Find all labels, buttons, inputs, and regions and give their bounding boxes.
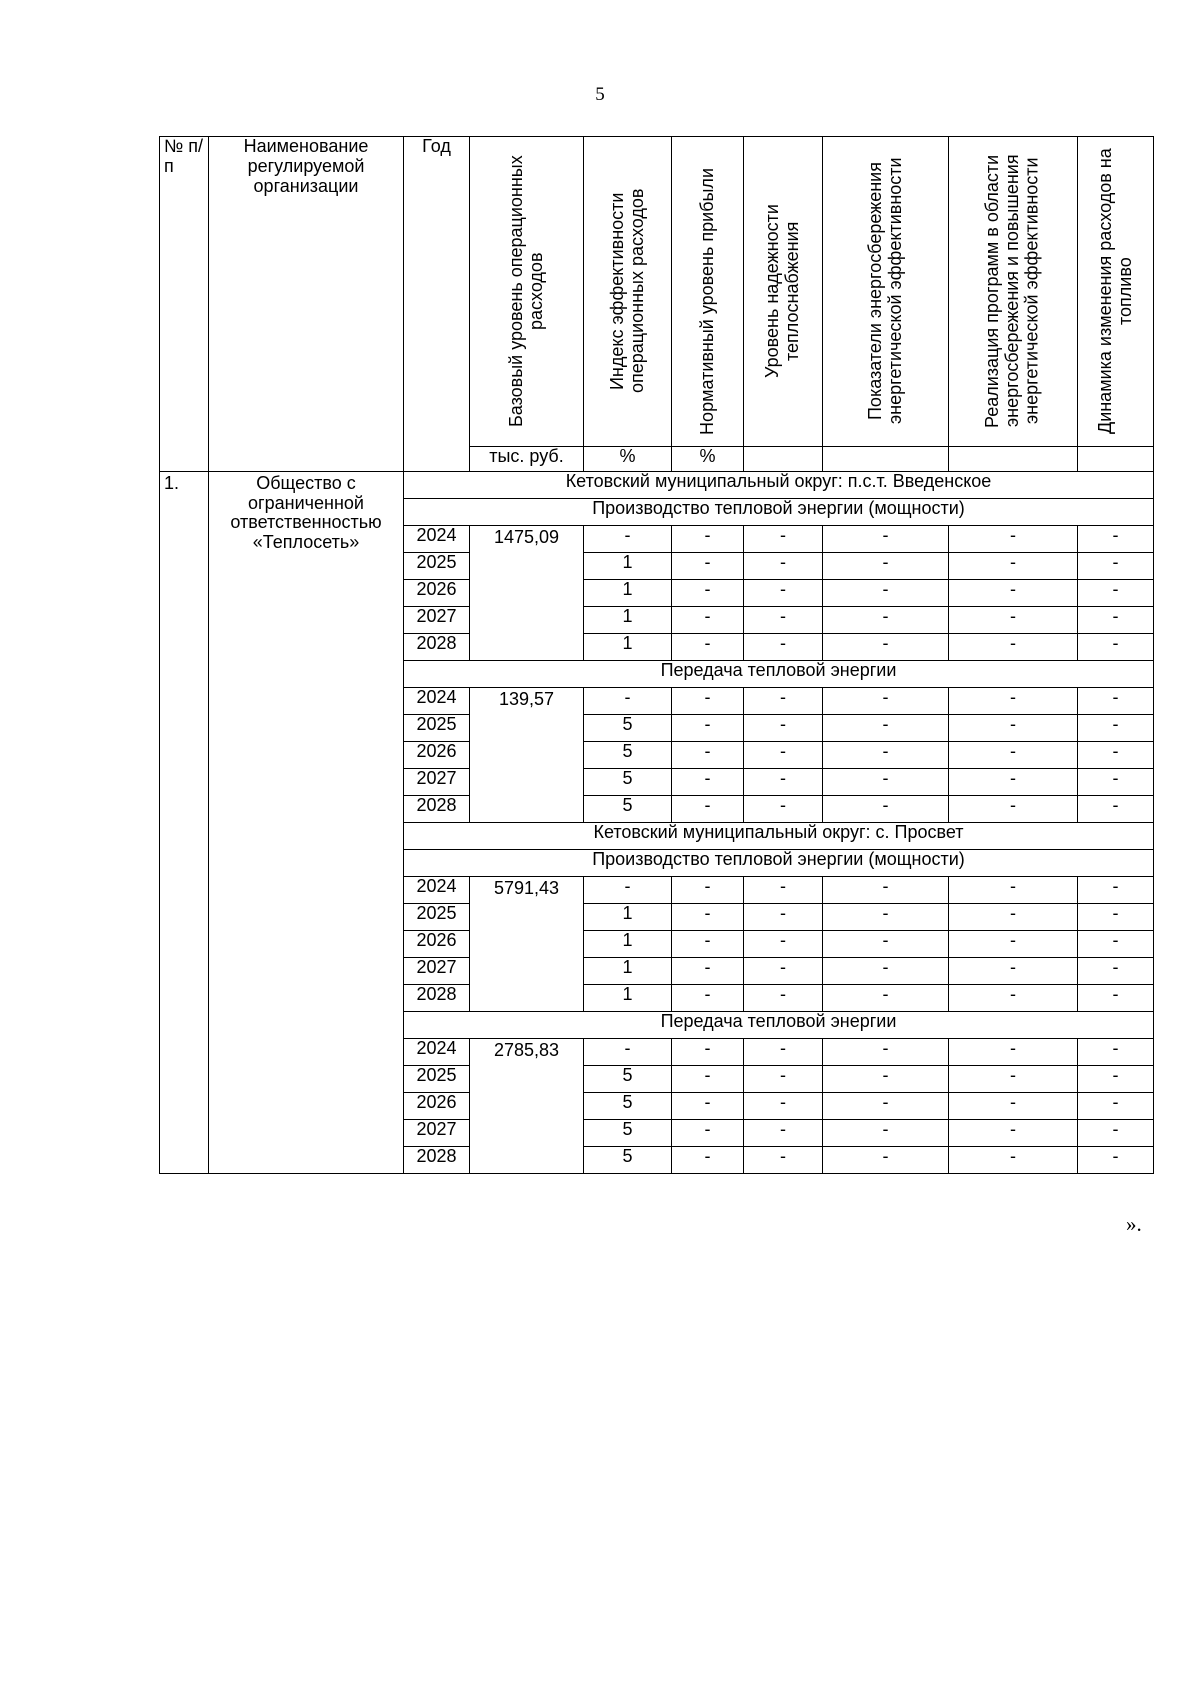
- value-cell: -: [672, 687, 744, 714]
- value-cell: -: [744, 633, 823, 660]
- year-cell: 2024: [404, 687, 470, 714]
- value-cell: -: [949, 1038, 1078, 1065]
- value-cell: 5: [584, 1065, 672, 1092]
- value-cell: -: [823, 579, 949, 606]
- value-cell: -: [744, 1065, 823, 1092]
- unit-empty: [949, 446, 1078, 471]
- value-cell: -: [949, 930, 1078, 957]
- value-cell: 1: [584, 903, 672, 930]
- unit-empty: [1078, 446, 1154, 471]
- value-cell: -: [672, 1065, 744, 1092]
- value-cell: 1: [584, 606, 672, 633]
- value-cell: -: [672, 579, 744, 606]
- value-cell: -: [823, 984, 949, 1011]
- value-cell: -: [744, 552, 823, 579]
- value-cell: 5: [584, 714, 672, 741]
- base-opex-cell: 5791,43: [470, 876, 584, 1011]
- value-cell: -: [823, 687, 949, 714]
- value-cell: -: [1078, 606, 1154, 633]
- year-cell: 2024: [404, 1038, 470, 1065]
- value-cell: -: [1078, 876, 1154, 903]
- value-cell: 5: [584, 1146, 672, 1173]
- year-cell: 2026: [404, 930, 470, 957]
- value-cell: -: [823, 525, 949, 552]
- value-cell: -: [584, 876, 672, 903]
- header-programs-cell: [949, 137, 1078, 447]
- value-cell: -: [672, 903, 744, 930]
- unit-index: %: [584, 446, 672, 471]
- value-cell: -: [823, 903, 949, 930]
- value-cell: -: [949, 984, 1078, 1011]
- value-cell: -: [823, 741, 949, 768]
- year-cell: 2027: [404, 768, 470, 795]
- value-cell: -: [1078, 1038, 1154, 1065]
- value-cell: -: [584, 1038, 672, 1065]
- header-num: № п/п: [160, 137, 209, 472]
- year-cell: 2025: [404, 1065, 470, 1092]
- value-cell: 1: [584, 984, 672, 1011]
- value-cell: 5: [584, 1119, 672, 1146]
- unit-profit: %: [672, 446, 744, 471]
- year-cell: 2027: [404, 1119, 470, 1146]
- section-title: Кетовский муниципальный округ: с. Просвет: [404, 822, 1154, 849]
- value-cell: -: [823, 795, 949, 822]
- value-cell: -: [672, 957, 744, 984]
- year-cell: 2025: [404, 903, 470, 930]
- subsection-title: Производство тепловой энергии (мощности): [404, 849, 1154, 876]
- value-cell: -: [584, 525, 672, 552]
- value-cell: -: [744, 741, 823, 768]
- value-cell: 5: [584, 1092, 672, 1119]
- header-profit-cell: [672, 137, 744, 447]
- organization-name: Общество с ограниченной ответственностью «Теплосеть»: [209, 471, 404, 1173]
- value-cell: -: [744, 795, 823, 822]
- value-cell: -: [1078, 525, 1154, 552]
- year-cell: 2028: [404, 633, 470, 660]
- value-cell: -: [1078, 795, 1154, 822]
- section-row: [160, 471, 1154, 498]
- value-cell: -: [1078, 552, 1154, 579]
- value-cell: -: [672, 876, 744, 903]
- value-cell: -: [744, 984, 823, 1011]
- value-cell: -: [949, 903, 1078, 930]
- value-cell: -: [949, 768, 1078, 795]
- page-number: 5: [595, 84, 605, 105]
- value-cell: -: [744, 579, 823, 606]
- regulation-table: [159, 136, 1154, 1174]
- value-cell: -: [744, 957, 823, 984]
- value-cell: -: [672, 795, 744, 822]
- value-cell: -: [744, 606, 823, 633]
- value-cell: 1: [584, 579, 672, 606]
- unit-base: тыс. руб.: [470, 446, 584, 471]
- value-cell: 1: [584, 957, 672, 984]
- year-cell: 2026: [404, 741, 470, 768]
- value-cell: -: [823, 552, 949, 579]
- value-cell: -: [744, 1119, 823, 1146]
- header-programs: Реализация программ в области энергосбережения и повышения энергетической эффективности: [982, 154, 1042, 428]
- value-cell: -: [1078, 633, 1154, 660]
- year-cell: 2028: [404, 1146, 470, 1173]
- value-cell: -: [949, 795, 1078, 822]
- header-reliability-cell: [744, 137, 823, 447]
- value-cell: -: [949, 1065, 1078, 1092]
- value-cell: -: [1078, 768, 1154, 795]
- value-cell: -: [823, 1092, 949, 1119]
- value-cell: -: [949, 633, 1078, 660]
- header-year: Год: [404, 137, 470, 472]
- value-cell: -: [1078, 930, 1154, 957]
- value-cell: -: [672, 741, 744, 768]
- header-base: Базовый уровень операционных расходов: [505, 155, 546, 427]
- value-cell: -: [949, 687, 1078, 714]
- value-cell: -: [744, 876, 823, 903]
- year-cell: 2024: [404, 876, 470, 903]
- subsection-title: Передача тепловой энергии: [404, 1011, 1154, 1038]
- value-cell: -: [949, 525, 1078, 552]
- value-cell: -: [823, 1146, 949, 1173]
- section-title: Кетовский муниципальный округ: п.с.т. Введенское: [404, 471, 1154, 498]
- header-index-cell: [584, 137, 672, 447]
- header-profit: Нормативный уровень прибыли: [696, 168, 717, 435]
- base-opex-cell: 139,57: [470, 687, 584, 822]
- value-cell: -: [949, 1119, 1078, 1146]
- value-cell: -: [744, 1038, 823, 1065]
- value-cell: -: [672, 633, 744, 660]
- value-cell: -: [823, 633, 949, 660]
- unit-empty: [823, 446, 949, 471]
- value-cell: -: [949, 741, 1078, 768]
- value-cell: -: [823, 714, 949, 741]
- value-cell: -: [672, 984, 744, 1011]
- value-cell: 5: [584, 741, 672, 768]
- value-cell: -: [672, 768, 744, 795]
- value-cell: -: [949, 1092, 1078, 1119]
- subsection-title: Производство тепловой энергии (мощности): [404, 498, 1154, 525]
- base-opex-cell: 2785,83: [470, 1038, 584, 1173]
- header-fuel-cell: [1078, 137, 1154, 447]
- value-cell: -: [672, 606, 744, 633]
- header-base-cell: [470, 137, 584, 447]
- year-cell: 2025: [404, 552, 470, 579]
- value-cell: -: [949, 876, 1078, 903]
- value-cell: -: [949, 957, 1078, 984]
- value-cell: -: [949, 714, 1078, 741]
- closing-quote: ».: [1126, 1212, 1142, 1236]
- value-cell: 5: [584, 795, 672, 822]
- value-cell: -: [672, 1119, 744, 1146]
- year-cell: 2028: [404, 795, 470, 822]
- header-index: Индекс эффективности операционных расходов: [606, 188, 647, 394]
- value-cell: 1: [584, 633, 672, 660]
- value-cell: -: [1078, 579, 1154, 606]
- value-cell: -: [584, 687, 672, 714]
- header-org: Наименование регулируемой организации: [209, 137, 404, 472]
- value-cell: -: [744, 1092, 823, 1119]
- row-number: 1.: [160, 471, 209, 1173]
- value-cell: -: [672, 714, 744, 741]
- value-cell: 5: [584, 768, 672, 795]
- value-cell: -: [672, 930, 744, 957]
- value-cell: -: [672, 1092, 744, 1119]
- header-energy-cell: [823, 137, 949, 447]
- value-cell: -: [1078, 1119, 1154, 1146]
- value-cell: -: [672, 552, 744, 579]
- value-cell: -: [823, 768, 949, 795]
- value-cell: -: [1078, 714, 1154, 741]
- value-cell: -: [744, 714, 823, 741]
- value-cell: -: [1078, 687, 1154, 714]
- value-cell: -: [823, 1119, 949, 1146]
- value-cell: -: [1078, 1092, 1154, 1119]
- value-cell: -: [672, 1038, 744, 1065]
- header-row: [160, 137, 1154, 447]
- subsection-title: Передача тепловой энергии: [404, 660, 1154, 687]
- year-cell: 2024: [404, 525, 470, 552]
- value-cell: -: [744, 1146, 823, 1173]
- value-cell: -: [823, 957, 949, 984]
- value-cell: -: [744, 768, 823, 795]
- unit-empty: [744, 446, 823, 471]
- value-cell: -: [823, 1038, 949, 1065]
- value-cell: -: [672, 525, 744, 552]
- value-cell: -: [744, 525, 823, 552]
- value-cell: -: [949, 579, 1078, 606]
- year-cell: 2027: [404, 957, 470, 984]
- year-cell: 2025: [404, 714, 470, 741]
- value-cell: -: [1078, 957, 1154, 984]
- value-cell: -: [1078, 903, 1154, 930]
- value-cell: -: [672, 1146, 744, 1173]
- value-cell: -: [1078, 1146, 1154, 1173]
- value-cell: -: [949, 1146, 1078, 1173]
- value-cell: -: [949, 552, 1078, 579]
- value-cell: -: [1078, 1065, 1154, 1092]
- value-cell: -: [744, 930, 823, 957]
- value-cell: -: [1078, 741, 1154, 768]
- year-cell: 2027: [404, 606, 470, 633]
- value-cell: -: [744, 687, 823, 714]
- value-cell: -: [1078, 984, 1154, 1011]
- value-cell: 1: [584, 552, 672, 579]
- base-opex-cell: 1475,09: [470, 525, 584, 660]
- value-cell: -: [823, 930, 949, 957]
- value-cell: -: [823, 606, 949, 633]
- year-cell: 2028: [404, 984, 470, 1011]
- value-cell: -: [823, 876, 949, 903]
- year-cell: 2026: [404, 579, 470, 606]
- value-cell: -: [949, 606, 1078, 633]
- header-reliability: Уровень надежности теплоснабжения: [762, 204, 802, 378]
- value-cell: -: [823, 1065, 949, 1092]
- year-cell: 2026: [404, 1092, 470, 1119]
- header-energy: Показатели энергосбережения энергетической эффективности: [864, 157, 905, 425]
- value-cell: 1: [584, 930, 672, 957]
- header-fuel: Динамика изменения расходов на топливо: [1094, 148, 1135, 434]
- value-cell: -: [744, 903, 823, 930]
